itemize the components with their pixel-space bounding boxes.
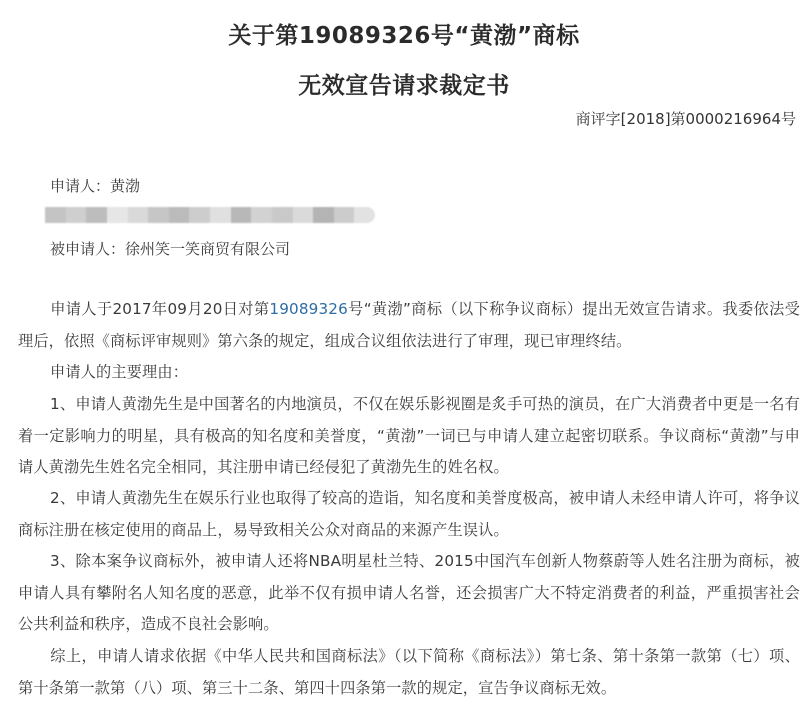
redaction-block xyxy=(231,207,252,223)
respondent-line: 被申请人：徐州笑一笑商贸有限公司 xyxy=(50,240,291,258)
document-title-line-2: 无效宣告请求裁定书 xyxy=(298,73,510,99)
reference-number: 商评字[2018]第0000216964号 xyxy=(575,110,796,128)
redaction-block xyxy=(86,207,107,223)
reason-1-text: 1、申请人黄渤先生是中国著名的内地演员，不仅在娱乐影视圈是炙手可热的演员，在广大消费者中更是一名有着一定影响力的明星，具有极高的知名度和美誉度，“黄渤”一词已与申请人建立起密切联系。争议商标“黄渤”与申请人黄渤先生姓名完全相同，其注册申请已经侵犯了黄渤先生的姓名权。 xyxy=(18,395,800,476)
redaction-block xyxy=(148,207,169,223)
redaction-block xyxy=(293,207,314,223)
redaction-block xyxy=(66,207,87,223)
redaction-block xyxy=(334,207,355,223)
intro-paragraph xyxy=(18,294,800,357)
redaction-block xyxy=(169,207,190,223)
redaction-block xyxy=(354,207,375,223)
redaction-block xyxy=(107,207,128,223)
redaction-block xyxy=(128,207,149,223)
redaction-block xyxy=(313,207,334,223)
trademark-number-link[interactable]: 19089326 xyxy=(269,300,348,318)
redaction-block xyxy=(45,207,66,223)
conclusion-paragraph xyxy=(18,641,800,704)
redaction-block xyxy=(210,207,231,223)
intro-text-end: 号“黄渤”商标（以下称争议商标）提出无效宣告请求。我委依法受理后，依照《商标评审规则》第六条的规定，组成合议组依法进行了审理，现已审理终结。 xyxy=(18,300,800,350)
redaction-block xyxy=(189,207,210,223)
applicant-line: 申请人：黄渤 xyxy=(50,177,141,195)
reason-3-text: 3、除本案争议商标外，被申请人还将NBA明星杜兰特、2015中国汽车创新人物蔡蔚等人姓名注册为商标，被申请人具有攀附名人知名度的恶意，此举不仅有损申请人名誉，还会损害广大不特定消费者的利益，严重损害社会公共利益和秩序，造成不良社会影响。 xyxy=(18,552,800,633)
document-title-line-1: 关于第19089326号“黄渤”商标 xyxy=(228,23,580,49)
redacted-line xyxy=(45,207,375,223)
reason-1-paragraph xyxy=(18,389,800,484)
reason-2-paragraph xyxy=(18,483,800,546)
reason-3-paragraph xyxy=(18,546,800,641)
redaction-block xyxy=(272,207,293,223)
intro-text-start: 申请人于2017年09月20日对第 xyxy=(50,300,270,318)
reason-2-text: 2、申请人黄渤先生在娱乐行业也取得了较高的造诣，知名度和美誉度极高，被申请人未经申请人许可，将争议商标注册在核定使用的商品上，易导致相关公众对商品的来源产生误认。 xyxy=(18,489,800,539)
reasons-heading-text: 申请人的主要理由： xyxy=(50,363,189,381)
redaction-block xyxy=(251,207,272,223)
conclusion-text: 综上，申请人请求依据《中华人民共和国商标法》（以下简称《商标法》）第七条、第十条第一款第（七）项、第十条第一款第（八）项、第三十二条、第四十四条第一款的规定，宣告争议商标无效。 xyxy=(18,647,800,697)
reasons-heading xyxy=(18,357,800,389)
